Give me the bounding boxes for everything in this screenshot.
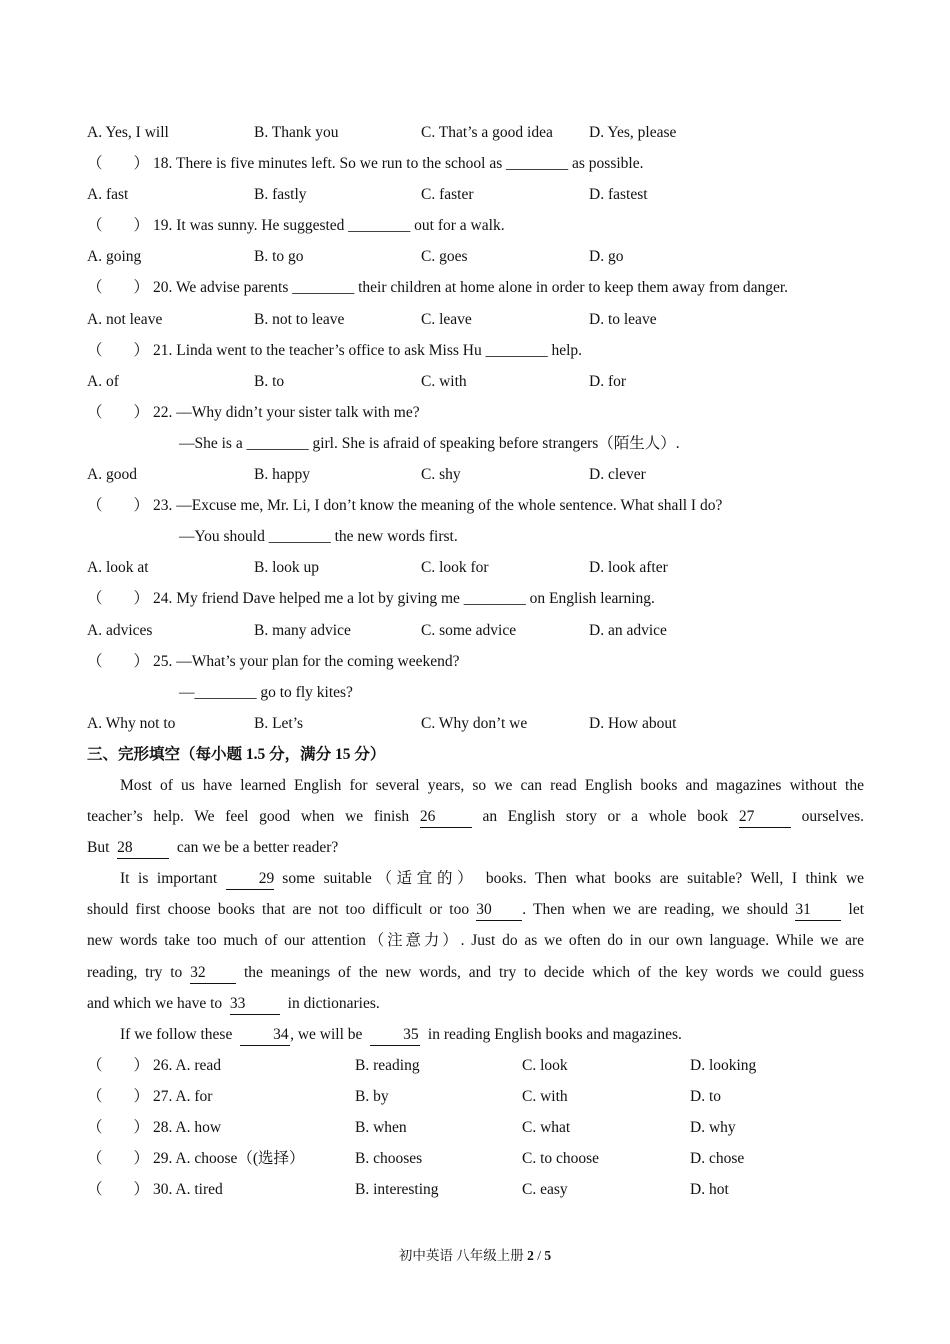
passage-text: the meanings of the new words, and try to decide which of the key words we could guess [243,963,864,981]
option-b: B. to [254,372,285,390]
answer-paren: （ ） [87,652,150,670]
option-d: D. looking [690,1056,757,1074]
cloze-question-26 [87,1050,864,1081]
option-d: D. Yes, please [589,124,677,141]
passage-line: new words take too much of our attention（注意力）. Just do as we often do in our own language. While we are [87,932,864,950]
passage-text: in dictionaries. [287,994,380,1012]
options-row-q19 [87,241,864,272]
options-row-q21 [87,366,864,397]
option-a: A. good [87,466,137,484]
question-stem: 24. My friend Dave helped me a lot by giving me ________ on English learning. [153,590,655,608]
question-stem: 21. Linda went to the teacher’s office to ask Miss Hu ________ help. [153,341,583,359]
options-row-q25 [87,708,864,739]
option-a: 27. A. for [153,1087,213,1105]
passage-text: teacher’s help. We feel good when we finish [87,808,410,826]
option-c: C. to choose [522,1150,600,1168]
blank-29: 29 [226,869,274,890]
answer-paren: （ ） [87,341,150,359]
question-20 [87,272,864,303]
option-b: B. when [355,1119,407,1136]
passage-text: can we be a better reader? [176,839,339,857]
option-b: B. Thank you [254,124,339,141]
passage-line [87,957,864,988]
question-19 [87,210,864,241]
passage-text: in reading English books and magazines. [427,1025,682,1043]
option-b: B. many advice [254,621,351,639]
option-d: D. chose [690,1150,745,1168]
option-a: 28. A. how [153,1119,222,1136]
option-d: D. to [690,1087,721,1105]
option-d: D. clever [589,466,646,484]
question-stem: 23. —Excuse me, Mr. Li, I don’t know the meaning of the whole sentence. What shall I do? [153,497,723,515]
option-c: C. with [421,372,467,390]
options-row-q18 [87,179,864,210]
question-24 [87,583,864,614]
passage-text: an English story or a whole book [482,808,729,826]
option-b: B. reading [355,1056,420,1074]
cloze-question-30 [87,1174,864,1205]
question-21 [87,335,864,366]
option-c: C. look for [421,559,489,577]
passage-text: But [87,839,110,857]
option-a: A. not leave [87,310,163,328]
options-row-q17 [87,117,864,148]
option-c: C. leave [421,310,472,328]
answer-paren: （ ） [87,590,150,608]
answer-paren: （ ） [87,217,150,235]
question-stem: 20. We advise parents ________ their children at home alone in order to keep them away from danger. [153,279,789,297]
option-a: A. Yes, I will [87,124,169,141]
option-b: B. Let’s [254,714,304,732]
option-d: D. an advice [589,621,667,639]
cloze-question-29 [87,1143,864,1174]
options-row-q23 [87,552,864,583]
option-a: A. of [87,372,119,390]
option-a: A. Why not to [87,714,176,732]
option-d: D. why [690,1119,736,1136]
page-content [87,117,864,1205]
option-c: C. goes [421,248,468,266]
option-a: A. fast [87,186,129,204]
answer-paren: （ ） [87,1056,150,1074]
passage-line: Most of us have learned English for several years, so we can read English books and magazines without the [120,776,864,794]
blank-26: 26 [420,807,472,828]
answer-paren: （ ） [87,1181,150,1199]
passage-text: It is important [120,870,218,888]
question-reply: —She is a ________ girl. She is afraid of speaking before strangers（陌生人）. [179,434,680,452]
answer-paren: （ ） [87,155,150,173]
options-row-q20 [87,304,864,335]
passage-line [87,832,864,863]
question-stem: 18. There is five minutes left. So we run to the school as ________ as possible. [153,155,644,173]
blank-35: 35 [370,1025,420,1046]
option-a: A. look at [87,559,149,577]
option-d: D. go [589,248,624,266]
option-d: D. look after [589,559,668,577]
page-total: 5 [544,1248,552,1263]
passage-line [87,1019,864,1050]
option-c: C. look [522,1056,568,1074]
cloze-question-27 [87,1081,864,1112]
passage-line [87,894,864,925]
answer-paren: （ ） [87,497,150,515]
passage-text: let [848,901,865,919]
passage-line [87,801,864,832]
passage-text: If we follow these [120,1025,233,1043]
answer-paren: （ ） [87,403,150,421]
blank-28: 28 [117,838,169,859]
answer-paren: （ ） [87,1119,150,1136]
option-c: C. what [522,1119,571,1136]
blank-31: 31 [795,900,841,921]
options-row-q24 [87,615,864,646]
option-c: C. with [522,1087,568,1105]
option-a: A. advices [87,621,153,639]
option-a: A. going [87,248,142,266]
option-b: B. fastly [254,186,307,204]
option-a: 26. A. read [153,1056,222,1074]
option-b: B. to go [254,248,304,266]
option-b: B. by [355,1087,389,1105]
passage-text: reading, try to [87,963,183,981]
passage-text: , we will be [290,1025,363,1043]
blank-30: 30 [476,900,522,921]
option-c: C. Why don’t we [421,714,528,732]
option-c: C. That’s a good idea [421,124,553,141]
option-a: 29. A. choose（(选择） [153,1150,305,1168]
question-25 [87,646,864,677]
passage-text: . Then when we are reading, we should [522,901,789,919]
question-stem: 19. It was sunny. He suggested ________ out for a walk. [153,217,505,235]
blank-33: 33 [230,994,280,1015]
question-23 [87,490,864,521]
option-c: C. easy [522,1181,568,1199]
blank-34: 34 [240,1025,290,1046]
passage-text: should first choose books that are not too difficult or too [87,901,470,919]
passage-text: ourselves. [801,808,865,826]
footer-label: 初中英语 八年级上册 [398,1248,524,1263]
option-d: D. fastest [589,186,648,204]
option-d: D. hot [690,1181,729,1199]
answer-paren: （ ） [87,279,150,297]
question-18 [87,148,864,179]
option-b: B. interesting [355,1181,439,1199]
page-separator: / [537,1248,541,1263]
option-b: B. not to leave [254,310,345,328]
option-a: 30. A. tired [153,1181,223,1199]
option-d: D. How about [589,714,677,732]
blank-27: 27 [739,807,791,828]
passage-line [87,988,864,1019]
section-title: 三、完形填空（每小题 1.5 分，满分 15 分） [87,745,386,763]
passage-text: some suitable（适宜的） books. Then what books are suitable? Well, I think we [282,870,865,888]
option-c: C. shy [421,466,461,484]
answer-paren: （ ） [87,1087,150,1105]
question-reply: —You should ________ the new words first. [179,528,458,546]
option-c: C. faster [421,186,474,204]
option-d: D. to leave [589,310,657,328]
options-row-q22 [87,459,864,490]
option-b: B. chooses [355,1150,423,1168]
passage-line [87,863,864,894]
answer-paren: （ ） [87,1150,150,1168]
cloze-question-28 [87,1112,864,1143]
question-22 [87,397,864,428]
blank-32: 32 [190,963,236,984]
page-number: 2 [527,1248,534,1263]
option-c: C. some advice [421,621,517,639]
question-reply: —________ go to fly kites? [179,683,353,701]
question-stem: 22. —Why didn’t your sister talk with me? [153,403,420,421]
question-stem: 25. —What’s your plan for the coming weekend? [153,652,460,670]
passage-text: and which we have to [87,994,223,1012]
page-footer [0,1244,950,1264]
option-b: B. look up [254,559,320,577]
option-d: D. for [589,372,627,390]
option-b: B. happy [254,466,310,484]
